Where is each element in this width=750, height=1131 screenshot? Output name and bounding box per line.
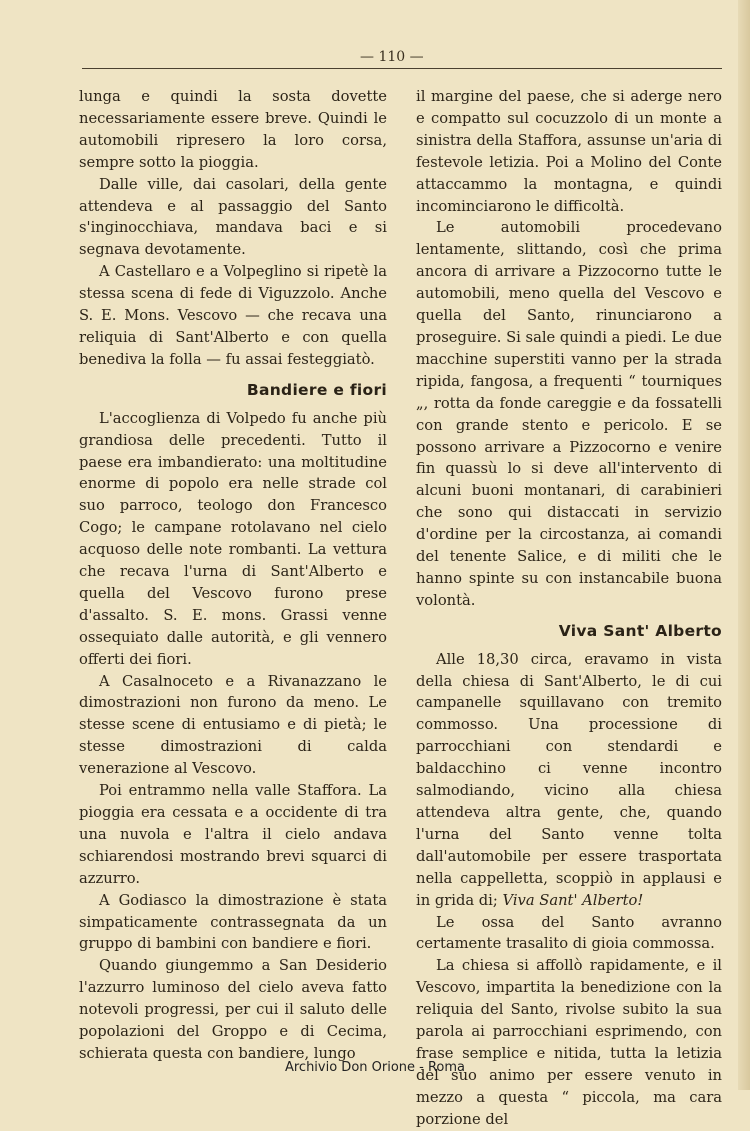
section-heading-viva: Viva Sant' Alberto — [558, 621, 722, 640]
paragraph: Le ossa del Santo avranno certamente trasalito di gioia commossa. — [416, 913, 722, 953]
paragraph: il margine del paese, che si aderge nero e compatto sul cocuzzolo di un monte a sinistra della Staffora, assunse un'aria di festevole letizia. Poi a Molino del Conte attaccammo la montagna, e quindi incominciarono le difficoltà. — [416, 88, 722, 215]
paragraph: L'accoglienza di Volpedo fu anche più grandiosa delle precedenti. Tutto il paese era imbandierato: una moltitudine enorme di popolo era nelle strade col suo parroco, teologo don Francesco Cogo; le campane rotolavano nel cielo acquoso delle note rombanti. La vettura che recava l'urna di Sant'Alberto e quella del Vescovo furono prese d'assalto. S. E. mons. Grassi venne ossequiato dalle autorità, e gli vennero offerti dei fiori. — [79, 409, 387, 668]
page-edge — [738, 0, 750, 1090]
archive-footer: Archivio Don Orione - Roma — [284, 1060, 466, 1075]
paragraph: Le automobili procedevano lentamente, slittando, così che prima ancora di arrivare a Pizzocorno tutte le automobili, meno quella del Vescovo e quella del Santo, rinunciarono a proseguire. Si sale quindi a piedi. Le due macchine superstiti vanno per la strada ripida, fangosa, a frequenti “ tourniques „, rotta da fonde careggie e da fossatelli con grande stento e pericolo. E se possono arrivare a Pizzocorno e venire fin quassù lo si deve all'intervento di alcuni buoni montanari, di carabinieri che sono qui distaccati in servizio d'ordine per la circostanza, ai comandi del tenente Salice, e di militi che le hanno spinte su con instancabile buona volontà. — [416, 219, 722, 609]
paragraph — [416, 649, 722, 912]
paragraph: Dalle ville, dai casolari, della gente attendeva e al passaggio del Santo s'inginocchiava, mandava baci e si segnava devotamente. — [79, 175, 387, 259]
paragraph: lunga e quindi la sosta dovette necessariamente essere breve. Quindi le automobili ripresero la loro corsa, sempre sotto la pioggia. — [79, 88, 387, 171]
section-heading-bandiere: Bandiere e fiori — [246, 380, 387, 399]
page-number: — 110 — — [360, 49, 424, 65]
italic-exclamation: Viva Sant' Alberto! — [502, 891, 644, 909]
paragraph: La chiesa si affollò rapidamente, e il Vescovo, impartita la benedizione con la reliquia del Santo, rivolse subito la sua parola ai parrocchiani esprimendo, con frase semplice e nitida, tutta la letizia del suo animo per essere venuto in mezzo a questa “ piccola, ma cara porzione del — [416, 957, 722, 1128]
paragraph: A Casalnoceto e a Rivanazzano le dimostrazioni non furono da meno. Le stesse scene di entusiamo e di pietà; le stesse dimostrazioni di calda venerazione al Vescovo. — [79, 672, 387, 778]
paragraph: A Castellaro e a Volpeglino si ripetè la stessa scena di fede di Viguzzolo. Anche S. E. Mons. Vescovo — che recava una reliquia di Sant'Alberto e con quella benediva la folla — fu assai festeggiatò. — [79, 263, 387, 368]
paragraph-text: Alle 18,30 circa, eravamo in vista della chiesa di Sant'Alberto, le di cui campanelle squillavano con tremito commosso. Una processione di parrocchiani con stendardi e baldacchino ci venne incontro salmodiando, vicino alla chiesa attendeva altra gente, che, quando l'urna del Santo venne tolta dall'automobile per essere trasportata nella cappelletta, scoppiò in applausi e in grida di; — [416, 650, 722, 909]
right-column — [416, 86, 722, 1131]
paragraph: Poi entrammo nella valle Staffora. La pioggia era cessata e a occidente di tra una nuvola e l'altra il cielo andava schiarendosi mostrando brevi squarci di azzurro. — [79, 782, 387, 887]
paragraph: Quando giungemmo a San Desiderio l'azzurro luminoso del cielo aveva fatto notevoli progressi, per cui il saluto delle popolazioni del Groppo e di Cecima, schierata questa con bandiere, lungo — [79, 957, 387, 1062]
left-column — [79, 86, 387, 1065]
header-rule — [82, 68, 722, 69]
page-header — [0, 44, 750, 72]
paragraph: A Godiasco la dimostrazione è stata simpaticamente contrassegnata da un gruppo di bambini con bandiere e fiori. — [79, 891, 387, 953]
